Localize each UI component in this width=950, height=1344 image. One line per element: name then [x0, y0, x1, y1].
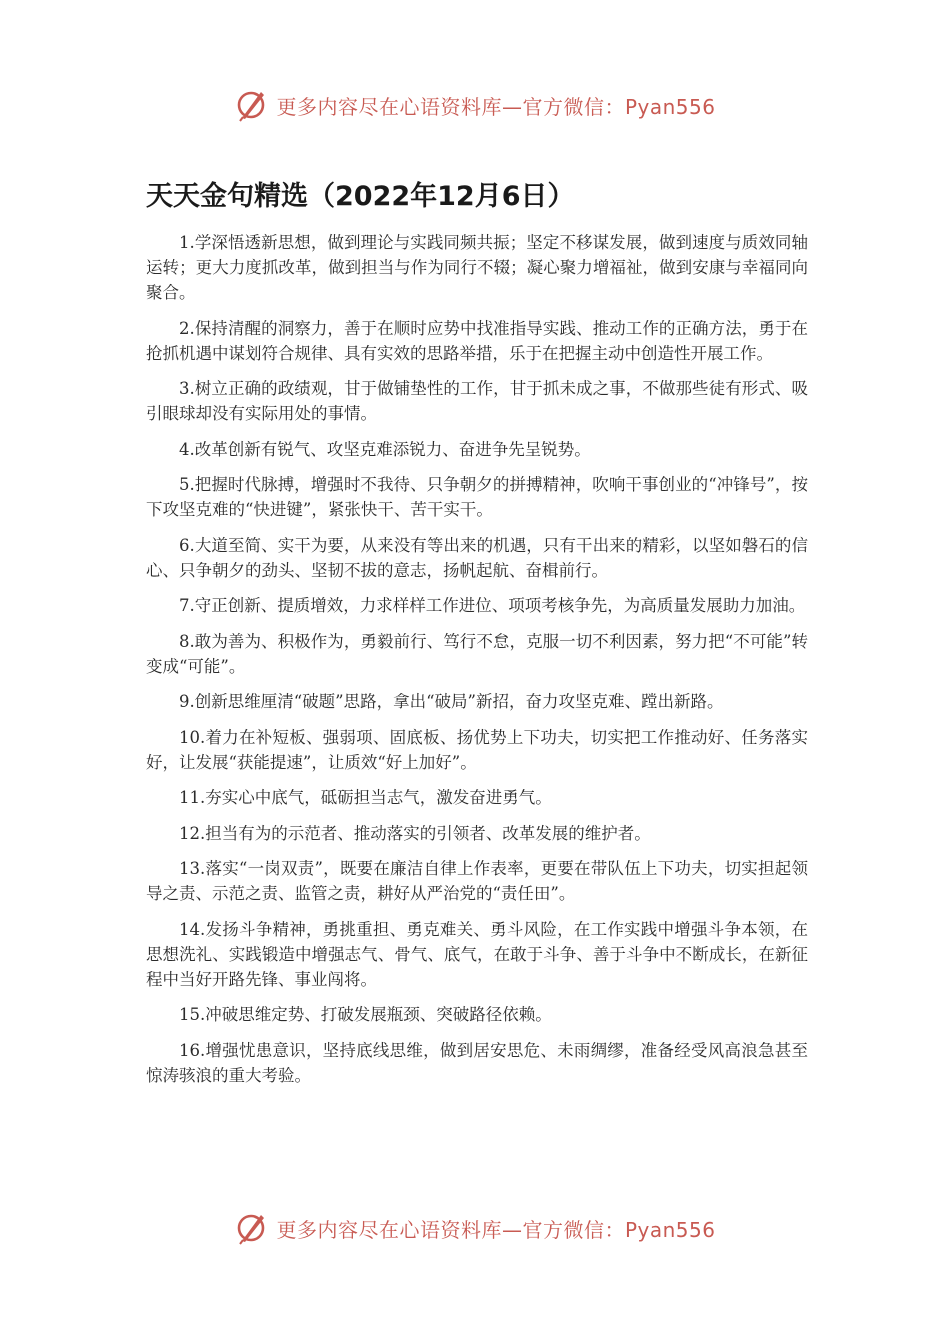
quote-item: 7.守正创新、提质增效，力求样样工作进位、项项考核争先，为高质量发展助力加油。: [179, 596, 806, 615]
header-banner: [0, 85, 950, 125]
quote-item: 3.树立正确的政绩观，甘于做铺垫性的工作，甘于抓未成之事，不做那些徒有形式、吸引眼球却没有实际用处的事情。: [146, 379, 808, 423]
quote-item: 12.担当有为的示范者、推动落实的引领者、改革发展的维护者。: [179, 823, 651, 843]
page-title: 天天金句精选（2022年12月6日）: [146, 181, 575, 212]
quote-item: 14.发扬斗争精神，勇挑重担、勇克难关、勇斗风险，在工作实践中增强斗争本领，在思想洗礼、实践锻造中增强志气、骨气、底气，在敢于斗争、善于斗争中不断成长，在新征程中当好开路先锋、事业闯将。: [146, 919, 808, 989]
quote-item: 6.大道至简、实干为要，从来没有等出来的机遇，只有干出来的精彩，以坚如磐石的信心、只争朝夕的劲头、坚韧不拔的意志，扬帆起航、奋楫前行。: [146, 535, 808, 580]
quote-item: 2.保持清醒的洞察力，善于在顺时应势中找准指导实践、推动工作的正确方法，勇于在抢抓机遇中谋划符合规律、具有实效的思路举措，乐于在把握主动中创造性开展工作。: [146, 318, 808, 363]
quote-item: 10.着力在补短板、强弱项、固底板、扬优势上下功夫，切实把工作推动好、任务落实好，让发展“获能提速”，让质效“好上加好”。: [146, 727, 808, 772]
quote-item: 9.创新思维厘清“破题”思路，拿出“破局”新招，奋力攻坚克难、蹚出新路。: [179, 692, 724, 711]
quote-item: 4.改革创新有锐气、攻坚克难添锐力、奋进争先呈锐势。: [179, 439, 591, 459]
quote-item: 16.增强忧患意识，坚持底线思维，做到居安思危、未雨绸缪，准备经受风高浪急甚至惊涛骇浪的重大考验。: [146, 1040, 808, 1085]
quill-logo-icon: [234, 1211, 268, 1245]
quote-item: 5.把握时代脉搏，增强时不我待、只争朝夕的拼搏精神，吹响干事创业的“冲锋号”，按下攻坚克难的“快进键”，紧张快干、苦干实干。: [146, 475, 808, 519]
quote-item: 15.冲破思维定势、打破发展瓶颈、突破路径依赖。: [179, 1005, 552, 1024]
quote-item: 11.夯实心中底气，砥砺担当志气，激发奋进勇气。: [179, 788, 552, 807]
quote-list: [146, 230, 808, 1098]
banner-text: 更多内容尽在心语资料库—官方微信：Pyan556: [276, 94, 716, 119]
quote-item: 13.落实“一岗双责”，既要在廉洁自律上作表率，更要在带队伍上下功夫，切实担起领导之责、示范之责、监管之责，耕好从严治党的“责任田”。: [146, 859, 808, 903]
quote-item: 8.敢为善为、积极作为，勇毅前行、笃行不怠，克服一切不利因素，努力把“不可能”转变成“可能”。: [146, 631, 808, 676]
quote-item: 1.学深悟透新思想，做到理论与实践同频共振；坚定不移谋发展，做到速度与质效同轴运转；更大力度抓改革，做到担当与作为同行不辍；凝心聚力增福祉，做到安康与幸福同向聚合。: [146, 233, 808, 302]
banner-text: 更多内容尽在心语资料库—官方微信：Pyan556: [276, 1217, 716, 1242]
footer-banner: [0, 1208, 950, 1248]
quill-logo-icon: [234, 88, 268, 122]
